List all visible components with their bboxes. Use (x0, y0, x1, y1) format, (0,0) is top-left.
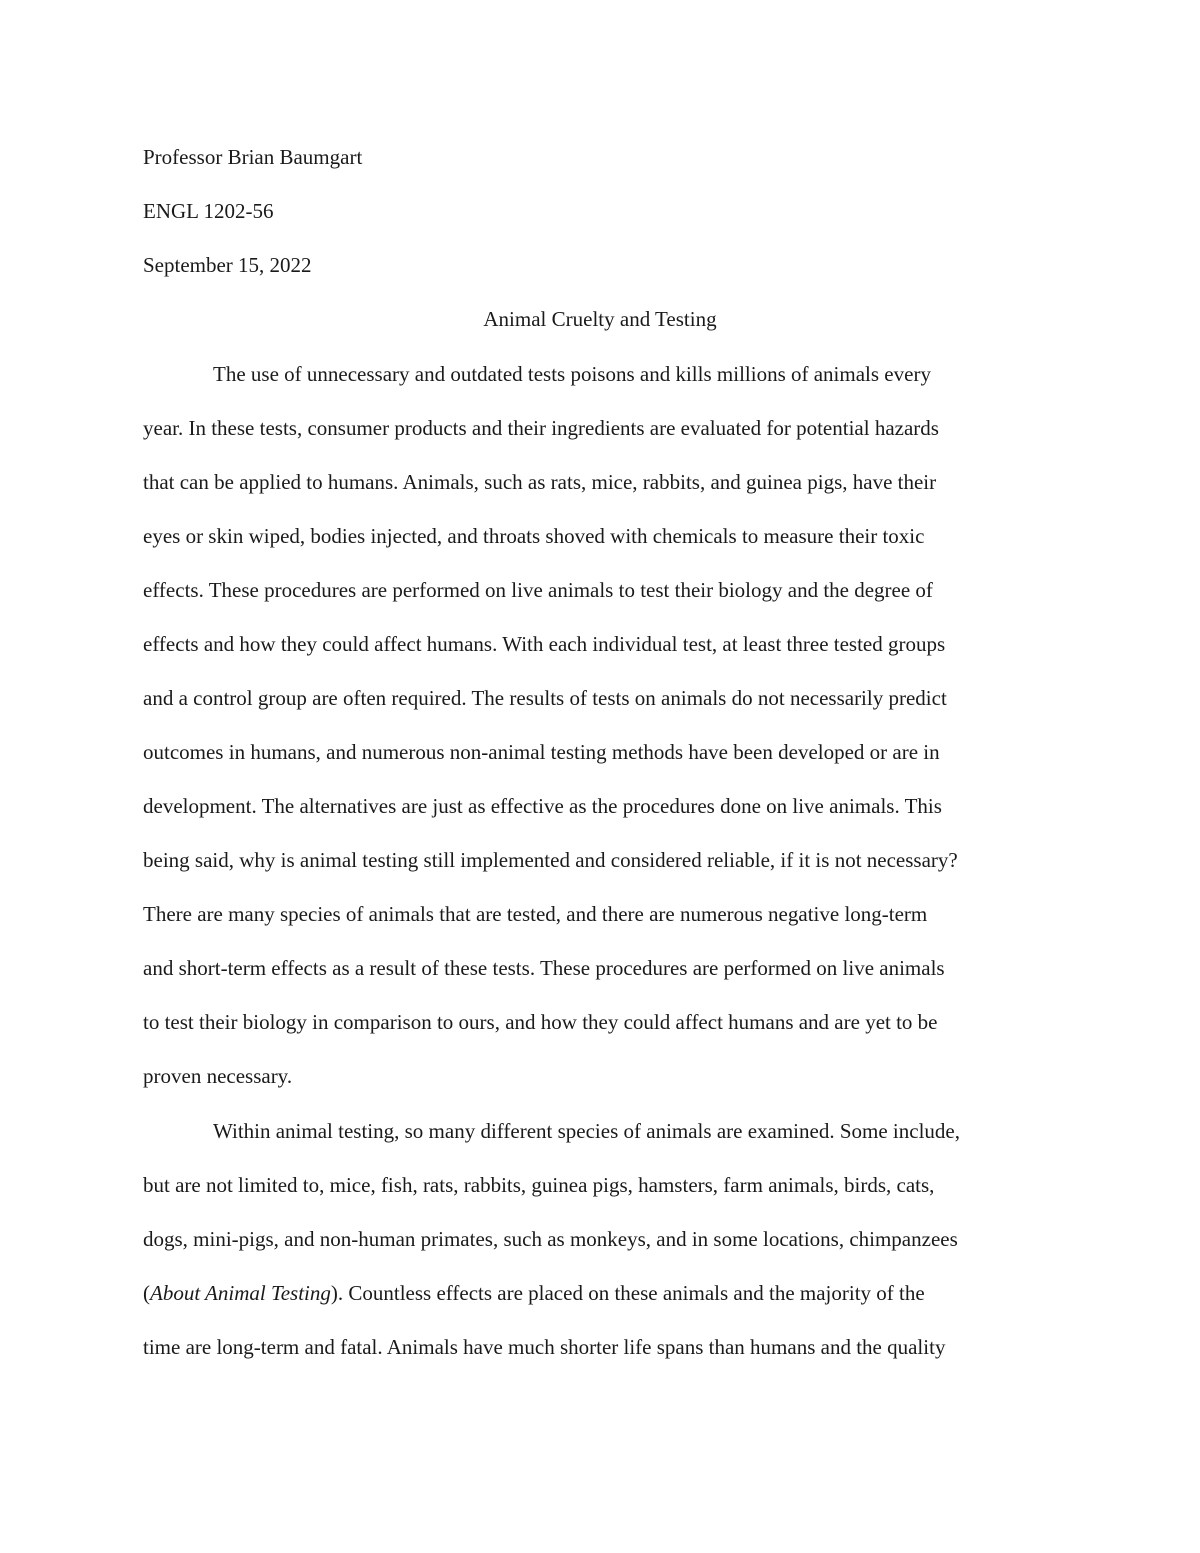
citation-line-rest: ). Countless effects are placed on these animals and the majority of the (330, 1281, 925, 1305)
paragraph-line: dogs, mini-pigs, and non-human primates, such as monkeys, and in some locations, chimpanzees (143, 1227, 958, 1251)
essay-title: Animal Cruelty and Testing (483, 307, 717, 331)
paragraph-line: being said, why is animal testing still implemented and considered reliable, if it is not necessary? (143, 848, 958, 872)
paragraph-line: and short-term effects as a result of these tests. These procedures are performed on live animals (143, 956, 945, 980)
course-code: ENGL 1202-56 (143, 199, 274, 223)
paragraph-line: eyes or skin wiped, bodies injected, and throats shoved with chemicals to measure their toxic (143, 524, 925, 548)
date: September 15, 2022 (143, 253, 312, 277)
citation-open-paren: ( (143, 1281, 150, 1305)
paragraph-line: The use of unnecessary and outdated tests poisons and kills millions of animals every (213, 362, 931, 386)
paragraph-line: year. In these tests, consumer products and their ingredients are evaluated for potential hazards (143, 416, 939, 440)
paragraph-line: and a control group are often required. The results of tests on animals do not necessarily predict (143, 686, 947, 710)
paragraph-line: to test their biology in comparison to ours, and how they could affect humans and are yet to be (143, 1010, 938, 1034)
professor-name: Professor Brian Baumgart (143, 145, 363, 169)
paragraph-line: but are not limited to, mice, fish, rats, rabbits, guinea pigs, hamsters, farm animals, birds, cats, (143, 1173, 935, 1197)
paragraph-line: effects and how they could affect humans. With each individual test, at least three tested groups (143, 632, 946, 656)
paragraph-line: outcomes in humans, and numerous non-animal testing methods have been developed or are in (143, 740, 940, 764)
paragraph-line: development. The alternatives are just as effective as the procedures done on live animals. This (143, 794, 942, 818)
paragraph-line: There are many species of animals that are tested, and there are numerous negative long-term (143, 902, 928, 926)
citation-line (143, 1278, 925, 1308)
paragraph-line: time are long-term and fatal. Animals have much shorter life spans than humans and the quality (143, 1335, 946, 1359)
citation-source-title: About Animal Testing (150, 1281, 331, 1305)
paragraph-line: effects. These procedures are performed on live animals to test their biology and the degree of (143, 578, 933, 602)
paragraph-line: that can be applied to humans. Animals, such as rats, mice, rabbits, and guinea pigs, have their (143, 470, 937, 494)
paragraph-line: proven necessary. (143, 1064, 293, 1088)
paragraph-line: Within animal testing, so many different species of animals are examined. Some include, (213, 1119, 960, 1143)
